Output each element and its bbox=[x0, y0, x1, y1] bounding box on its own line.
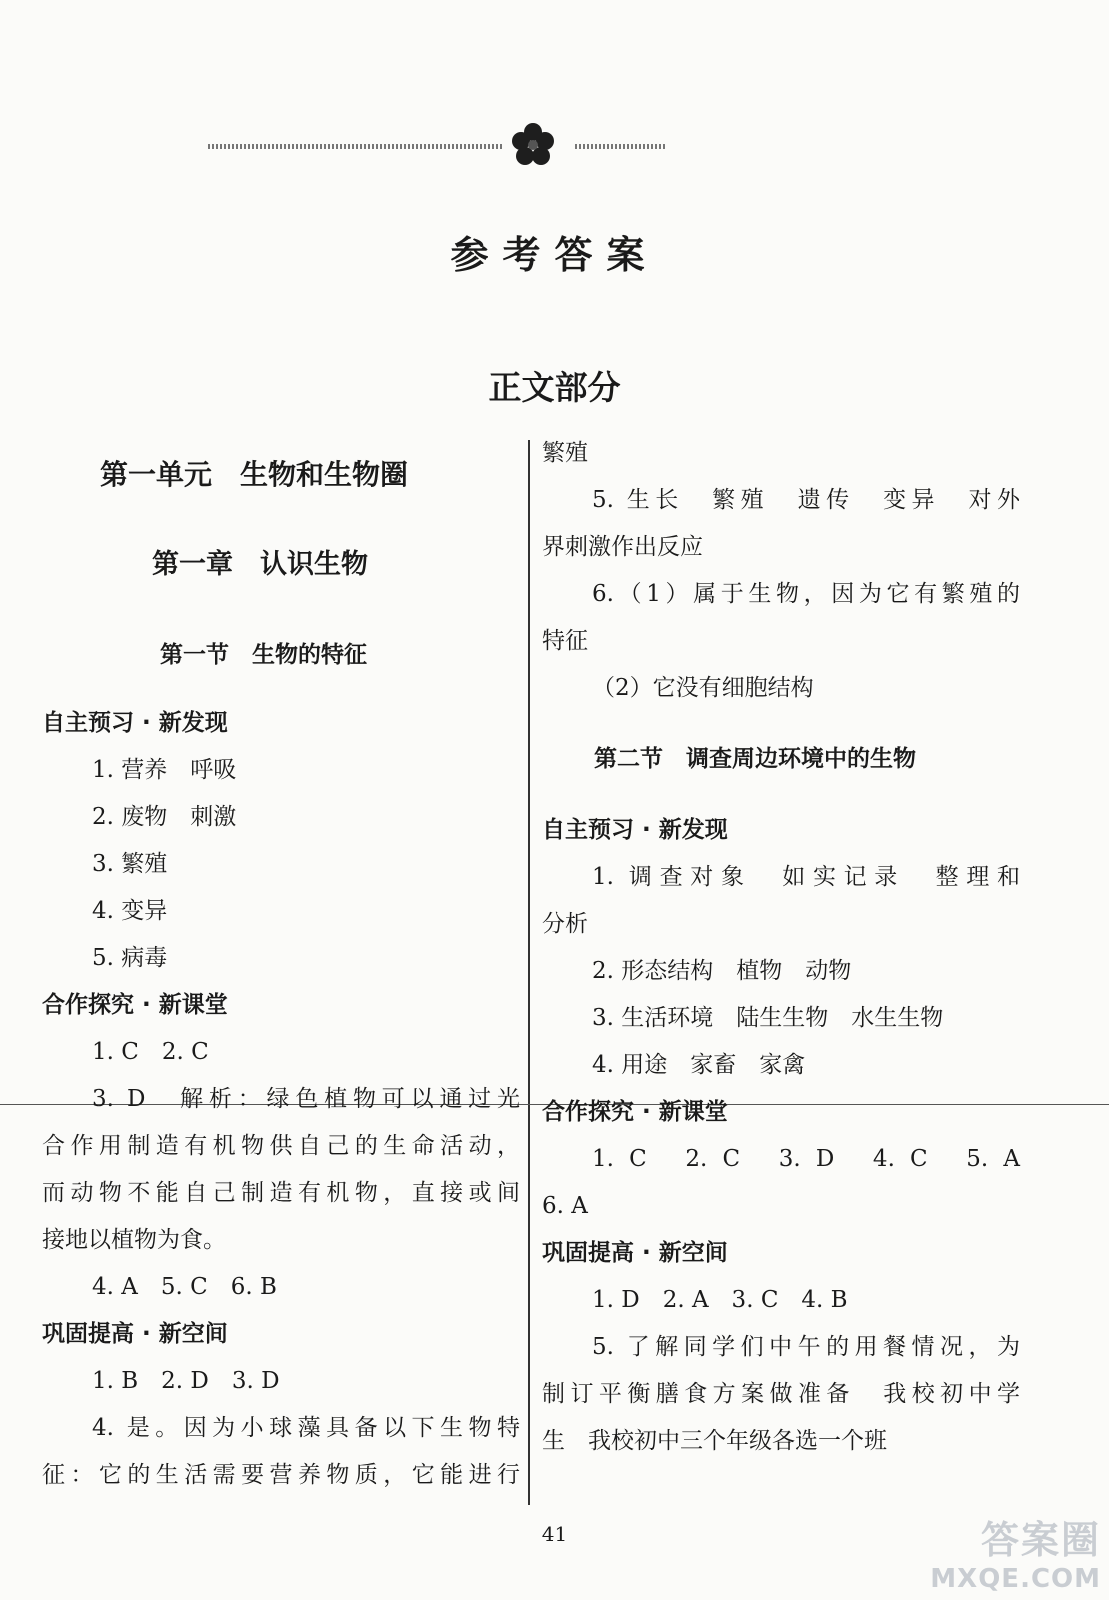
answer-line: 繁殖 bbox=[542, 440, 588, 466]
answer-line: 4. 是。因为小球藻具备以下生物特 bbox=[92, 1415, 520, 1441]
subsection-heading: 巩固提高 · 新空间 bbox=[542, 1240, 728, 1266]
answer-line: 1. C 2. C bbox=[92, 1039, 209, 1065]
left-column bbox=[42, 430, 520, 1499]
chapter-heading: 第一章 认识生物 bbox=[152, 549, 368, 580]
answer-line: 合作用制造有机物供自己的生命活动， bbox=[42, 1133, 520, 1159]
ornament-line-left bbox=[208, 144, 503, 149]
answer-line: 征：它的生活需要营养物质，它能进行 bbox=[42, 1462, 520, 1488]
answer-line: 3. 生活环境 陆生生物 水生生物 bbox=[592, 1005, 944, 1031]
subsection-heading: 合作探究 · 新课堂 bbox=[542, 1099, 728, 1125]
section-heading: 第一节 生物的特征 bbox=[160, 642, 367, 668]
answer-line: 2. 废物 刺激 bbox=[92, 804, 237, 830]
page-title: 参考答案 bbox=[450, 232, 659, 277]
answer-line: 2. 形态结构 植物 动物 bbox=[592, 958, 852, 984]
flower-ornament-icon bbox=[508, 120, 558, 170]
subsection-heading: 自主预习 · 新发现 bbox=[42, 710, 228, 736]
section-heading: 第二节 调查周边环境中的生物 bbox=[594, 746, 916, 772]
answer-line: 5. 病毒 bbox=[92, 945, 168, 971]
answer-line: 4. 变异 bbox=[92, 898, 168, 924]
answer-line: 接地以植物为食。 bbox=[42, 1227, 226, 1253]
column-divider bbox=[528, 440, 530, 1505]
answer-line: 5. 生长 繁殖 遗传 变异 对外 bbox=[592, 487, 1020, 513]
watermark-cn: 答案圈 bbox=[980, 1518, 1101, 1562]
header-ornament bbox=[0, 118, 1109, 178]
unit-heading: 第一单元 生物和生物圈 bbox=[100, 458, 409, 491]
answer-line: 1. D 2. A 3. C 4. B bbox=[592, 1287, 848, 1313]
answer-line: 特征 bbox=[542, 628, 588, 654]
page-subtitle: 正文部分 bbox=[488, 368, 621, 407]
watermark-en: MXQE.COM bbox=[930, 1564, 1101, 1594]
answer-line: （2）它没有细胞结构 bbox=[592, 675, 814, 701]
answer-line: 制订平衡膳食方案做准备 我校初中学 bbox=[542, 1381, 1020, 1407]
answer-line: 而动物不能自己制造有机物，直接或间 bbox=[42, 1180, 520, 1206]
answer-line: 4. 用途 家畜 家禽 bbox=[592, 1052, 806, 1078]
answer-line: 3. D 解析：绿色植物可以通过光 bbox=[92, 1086, 520, 1112]
answer-line: 1. 营养 呼吸 bbox=[92, 757, 237, 783]
answer-line: 3. 繁殖 bbox=[92, 851, 168, 877]
subsection-heading: 自主预习 · 新发现 bbox=[542, 817, 728, 843]
answer-line: 1. C 2. C 3. D 4. C 5. A bbox=[592, 1146, 1020, 1172]
answer-line: 4. A 5. C 6. B bbox=[92, 1274, 277, 1300]
answer-line: 6.（1）属于生物，因为它有繁殖的 bbox=[592, 581, 1020, 607]
ornament-line-right bbox=[575, 144, 665, 149]
watermark bbox=[930, 1509, 1101, 1594]
answer-line: 5. 了解同学们中午的用餐情况，为 bbox=[592, 1334, 1020, 1360]
answer-line: 1. B 2. D 3. D bbox=[92, 1368, 280, 1394]
subsection-heading: 合作探究 · 新课堂 bbox=[42, 992, 228, 1018]
answer-line: 分析 bbox=[542, 911, 588, 937]
answer-line: 6. A bbox=[542, 1193, 588, 1219]
answer-line: 界刺激作出反应 bbox=[542, 534, 703, 560]
answer-line: 1. 调查对象 如实记录 整理和 bbox=[592, 864, 1020, 890]
right-column bbox=[542, 430, 1020, 1465]
answer-line: 生 我校初中三个年级各选一个班 bbox=[542, 1428, 887, 1454]
page-number: 41 bbox=[541, 1522, 568, 1546]
subsection-heading: 巩固提高 · 新空间 bbox=[42, 1321, 228, 1347]
